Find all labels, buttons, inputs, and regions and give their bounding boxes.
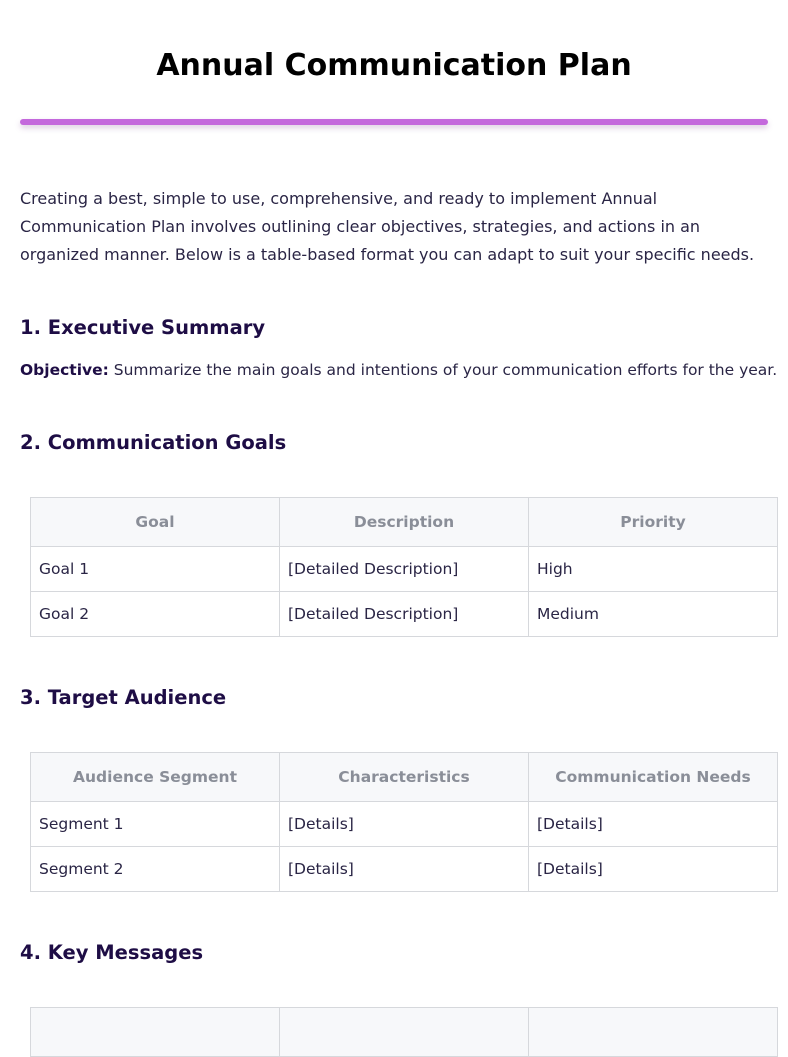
table-header-row bbox=[31, 1008, 778, 1057]
table-header-row bbox=[31, 498, 778, 547]
table-row bbox=[31, 547, 778, 592]
page-title: Annual Communication Plan bbox=[156, 48, 632, 83]
column-header-communication-needs: Communication Needs bbox=[529, 753, 778, 802]
table-cell: Goal 1 bbox=[31, 547, 280, 592]
section-heading-key-messages: 4. Key Messages bbox=[20, 941, 204, 964]
table-cell: [Detailed Description] bbox=[280, 547, 529, 592]
table-cell: [Details] bbox=[529, 847, 778, 892]
table-cell: Segment 1 bbox=[31, 802, 280, 847]
title-divider bbox=[20, 119, 768, 125]
column-header-characteristics: Characteristics bbox=[280, 753, 529, 802]
table-header-row bbox=[31, 753, 778, 802]
column-header bbox=[31, 1008, 280, 1057]
table-cell: High bbox=[529, 547, 778, 592]
column-header-priority: Priority bbox=[529, 498, 778, 547]
table-cell: Goal 2 bbox=[31, 592, 280, 637]
table-row bbox=[31, 592, 778, 637]
table-cell: [Details] bbox=[280, 847, 529, 892]
section-heading-target-audience: 3. Target Audience bbox=[20, 686, 227, 709]
objective-label: Objective: bbox=[20, 361, 109, 379]
column-header bbox=[529, 1008, 778, 1057]
column-header-description: Description bbox=[280, 498, 529, 547]
column-header-audience-segment: Audience Segment bbox=[31, 753, 280, 802]
table-row bbox=[31, 847, 778, 892]
key-messages-table bbox=[30, 1007, 778, 1057]
table-cell: [Detailed Description] bbox=[280, 592, 529, 637]
intro-paragraph: Creating a best, simple to use, comprehensive, and ready to implement Annual Communication Plan involves outlining clear objectives, strategies, and actions in an organized manner. Below is a table-based format you can adapt to suit your specific needs. bbox=[20, 189, 755, 264]
communication-goals-table bbox=[30, 497, 778, 637]
target-audience-table bbox=[30, 752, 778, 892]
column-header bbox=[280, 1008, 529, 1057]
table-cell: Medium bbox=[529, 592, 778, 637]
table-cell: [Details] bbox=[280, 802, 529, 847]
column-header-goal: Goal bbox=[31, 498, 280, 547]
table-cell: Segment 2 bbox=[31, 847, 280, 892]
section-heading-communication-goals: 2. Communication Goals bbox=[20, 431, 287, 454]
table-cell: [Details] bbox=[529, 802, 778, 847]
table-row bbox=[31, 802, 778, 847]
section-heading-executive-summary: 1. Executive Summary bbox=[20, 316, 266, 339]
objective-paragraph bbox=[20, 356, 780, 384]
objective-text: Summarize the main goals and intentions of your communication efforts for the year. bbox=[113, 361, 778, 379]
